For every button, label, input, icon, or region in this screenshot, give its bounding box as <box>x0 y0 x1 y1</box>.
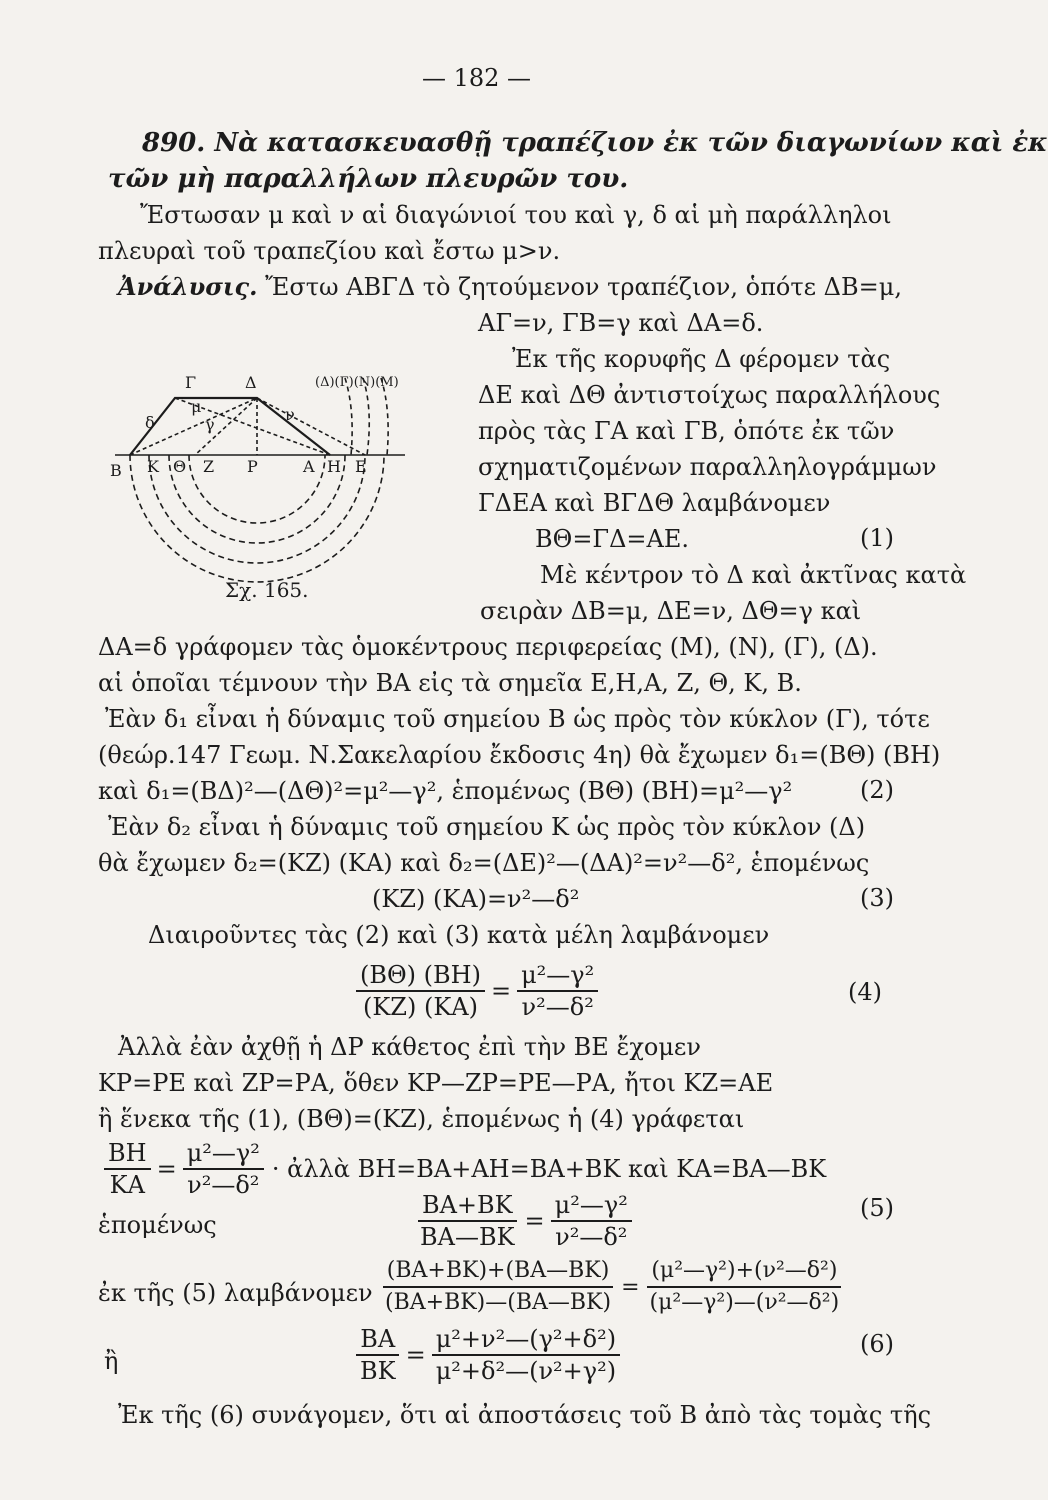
text-line-21: Διαιροῦντες τὰς (2) καὶ (3) κατὰ μέλη λαμβάνομεν <box>148 921 770 949</box>
text-line-5: Ἐκ τῆς κορυφῆς Δ φέρομεν τὰς <box>512 345 891 373</box>
label-mu: μ <box>191 397 202 416</box>
eq5b-numerator-left: (ΒΑ+ΒΚ)+(ΒΑ—ΒΚ) <box>383 1256 614 1288</box>
eq4-denominator-right: ν²—δ² <box>521 993 594 1021</box>
text-line-16: (θεώρ.147 Γεωμ. Ν.Σακελαρίου ἔκδοσις 4η) θὰ ἔχωμεν δ₁=(ΒΘ) (ΒΗ) <box>98 741 941 769</box>
label-b: Β <box>110 461 122 480</box>
label-nu: ν <box>285 405 295 424</box>
eqbh-denominator-right: ν²—δ² <box>187 1171 260 1199</box>
equation-5: $\frac{BA+BK}{BA—BK}$ = $\frac{\text{μ²—γ²}}{\text{ν²—δ²}}$ <box>410 1190 638 1252</box>
eq6-numerator-right: μ²+ν²—(γ²+δ²) <box>432 1324 620 1356</box>
trapezoid-figure <box>105 360 425 550</box>
text-line-7: πρὸς τὰς ΓΑ καὶ ΓΒ, ὁπότε ἐκ τῶν <box>478 417 895 445</box>
eqbh-numerator-right: μ²—γ² <box>183 1138 264 1170</box>
analysis-label: Ἀνάλυσις. <box>118 272 258 301</box>
label-delta-vertex: Δ <box>245 373 257 392</box>
label-h: Η <box>327 457 341 476</box>
problem-title-text-1: Νὰ κατασκευασθῇ τραπέζιον ἐκ τῶν διαγωνίων καὶ ἐκ <box>214 128 1048 158</box>
label-z: Ζ <box>203 457 215 476</box>
label-side-delta: δ <box>145 413 155 432</box>
text-line-17: καὶ δ₁=(ΒΔ)²—(ΔΘ)²=μ²—γ², ἑπομένως (ΒΘ) (ΒΗ)=μ²—γ² <box>98 777 793 805</box>
eqbh-rest: · ἀλλὰ ΒΗ=ΒΑ+ΑΗ=ΒΑ+ΒΚ καὶ ΚΑ=ΒΑ—ΒΚ <box>271 1155 827 1183</box>
equation-number-5: (5) <box>860 1194 894 1222</box>
equation-from-5: $\frac{(BA+BK)+(BA—BK)}{(BA+BK)—(BA—BK)}$ = $\frac{\text{(μ²—γ²)+(ν²—δ²)}}{\text{(μ²—γ²)—(ν²—δ²)}}$ <box>375 1256 849 1318</box>
equation-bh-ka: $\frac{BH}{KA}$ = $\frac{\text{μ²—γ²}}{\text{ν²—δ²}}$ · ἀλλὰ ΒΗ=ΒΑ+ΑΗ=ΒΑ+ΒΚ καὶ ΚΑ=ΒΑ—ΒΚ <box>98 1138 826 1200</box>
label-theta: Θ <box>173 457 187 476</box>
eq5-label: ἑπομένως <box>98 1211 217 1239</box>
text-line-2: πλευραὶ τοῦ τραπεζίου καὶ ἔστω μ>ν. <box>98 237 561 265</box>
problem-title-line-1 <box>142 128 1048 158</box>
eq5b-denominator-left: (ΒΑ+ΒΚ)—(ΒΑ—ΒΚ) <box>385 1290 612 1315</box>
equation-6: $\frac{BA}{BK}$ = $\frac{\text{μ²+ν²—(γ²+δ²)}}{\text{μ²+δ²—(ν²+γ²)}}$ <box>350 1324 626 1386</box>
text-line-23: Ἀλλὰ ἐὰν ἀχθῇ ἡ ΔΡ κάθετος ἐπὶ τὴν ΒΕ ἔχομεν <box>118 1033 701 1061</box>
text-line-24: ΚΡ=ΡΕ καὶ ΖΡ=ΡΑ, ὅθεν ΚΡ—ΖΡ=ΡΕ—ΡΑ, ἤτοι ΚΖ=ΑΕ <box>98 1069 774 1097</box>
equation-4: $\frac{(B\Theta) (BH)}{(KZ) (KA)}$ = $\frac{\text{μ²—γ²}}{\text{ν²—δ²}}$ <box>350 960 604 1022</box>
eq5-numerator-left: ΒΑ+ΒΚ <box>418 1190 517 1222</box>
text-line-19: θὰ ἔχωμεν δ₂=(ΚΖ) (ΚΑ) καὶ δ₂=(ΔΕ)²—(ΔΑ)²=ν²—δ², ἑπομένως <box>98 849 870 877</box>
eq4-numerator-left: (ΒΘ) (ΒΗ) <box>356 960 485 992</box>
text-line-18: Ἐὰν δ₂ εἶναι ἡ δύναμις τοῦ σημείου Κ ὡς πρὸς τὸν κύκλον (Δ) <box>108 813 866 841</box>
text-line-25: ἢ ἕνεκα τῆς (1), (ΒΘ)=(ΚΖ), ἑπομένως ἡ (4) γράφεται <box>98 1105 745 1133</box>
equation-number-3: (3) <box>860 884 894 912</box>
text-line-8: σχηματιζομένων παραλληλογράμμων <box>478 453 937 481</box>
eq5-denominator-left: ΒΑ—ΒΚ <box>420 1223 515 1251</box>
text-line-28: Ἐκ τῆς (6) συνάγομεν, ὅτι αἱ ἀποστάσεις τοῦ Β ἀπὸ τὰς τομὰς τῆς <box>118 1401 932 1429</box>
page-number: — 182 — <box>421 64 532 92</box>
analysis-text: Ἔστω ΑΒΓΔ τὸ ζητούμενον τραπέζιον, ὁπότε ΔΒ=μ, <box>265 273 902 301</box>
equation-number-1: (1) <box>860 524 894 552</box>
eq5b-numerator-right: (μ²—γ²)+(ν²—δ²) <box>647 1256 841 1288</box>
text-line-10: ΒΘ=ΓΔ=ΑΕ. <box>535 525 689 553</box>
eq5b-label: ἐκ τῆς (5) λαμβάνομεν <box>98 1279 373 1307</box>
text-line-1: Ἔστωσαν μ καὶ ν αἱ διαγώνιοί του καὶ γ, δ αἱ μὴ παράλληλοι <box>140 201 892 229</box>
text-line-3 <box>118 272 902 302</box>
eqbh-denominator-left: ΚΑ <box>109 1171 145 1199</box>
text-line-4: ΑΓ=ν, ΓΒ=γ καὶ ΔΑ=δ. <box>478 309 764 337</box>
eq5-denominator-right: ν²—δ² <box>555 1223 628 1251</box>
eqbh-numerator-left: ΒΗ <box>104 1138 151 1170</box>
text-line-12: σειρὰν ΔΒ=μ, ΔΕ=ν, ΔΘ=γ καὶ <box>480 597 862 625</box>
segment-de <box>257 398 365 455</box>
label-a: Α <box>303 457 315 476</box>
label-e: Ε <box>355 457 367 476</box>
eq6-label: ἢ <box>104 1347 119 1375</box>
label-side-gamma: γ <box>205 415 215 434</box>
text-line-14: αἱ ὁποῖαι τέμνουν τὴν ΒΑ εἰς τὰ σημεῖα Ε,Η,Α, Ζ, Θ, Κ, Β. <box>98 669 802 697</box>
eq5-numerator-right: μ²—γ² <box>551 1190 632 1222</box>
label-circles: (Δ)(Γ)(Ν)(Μ) <box>315 375 399 390</box>
trapezoid-outline <box>130 398 330 455</box>
problem-title-line-2: τῶν μὴ παραλλήλων πλευρῶν του. <box>108 164 629 194</box>
eq5b-denominator-right: (μ²—γ²)—(ν²—δ²) <box>649 1290 840 1315</box>
figure-caption: Σχ. 165. <box>225 578 309 602</box>
label-gamma-vertex: Γ <box>185 373 197 392</box>
eq4-numerator-right: μ²—γ² <box>517 960 598 992</box>
equation-number-2: (2) <box>860 776 894 804</box>
label-r: Ρ <box>247 457 258 476</box>
text-line-9: ΓΔΕΑ καὶ ΒΓΔΘ λαμβάνομεν <box>478 489 831 517</box>
text-line-20: (ΚΖ) (ΚΑ)=ν²—δ² <box>372 885 580 913</box>
eq6-denominator-left: ΒΚ <box>360 1357 396 1385</box>
equation-number-4: (4) <box>848 978 882 1006</box>
eq6-numerator-left: ΒΑ <box>356 1324 399 1356</box>
text-line-11: Μὲ κέντρον τὸ Δ καὶ ἀκτῖνας κατὰ <box>540 561 967 589</box>
text-line-13: ΔΑ=δ γράφομεν τὰς ὁμοκέντρους περιφερείας (Μ), (Ν), (Γ), (Δ). <box>98 633 878 661</box>
text-line-15: Ἐὰν δ₁ εἶναι ἡ δύναμις τοῦ σημείου Β ὡς πρὸς τὸν κύκλον (Γ), τότε <box>105 705 930 733</box>
label-k: Κ <box>147 457 159 476</box>
eq6-denominator-right: μ²+δ²—(ν²+γ²) <box>435 1357 617 1385</box>
text-line-6: ΔΕ καὶ ΔΘ ἀντιστοίχως παραλλήλους <box>478 381 941 409</box>
problem-number: 890. <box>142 128 206 158</box>
eq4-denominator-left: (ΚΖ) (ΚΑ) <box>363 993 478 1021</box>
equation-number-6: (6) <box>860 1330 894 1358</box>
